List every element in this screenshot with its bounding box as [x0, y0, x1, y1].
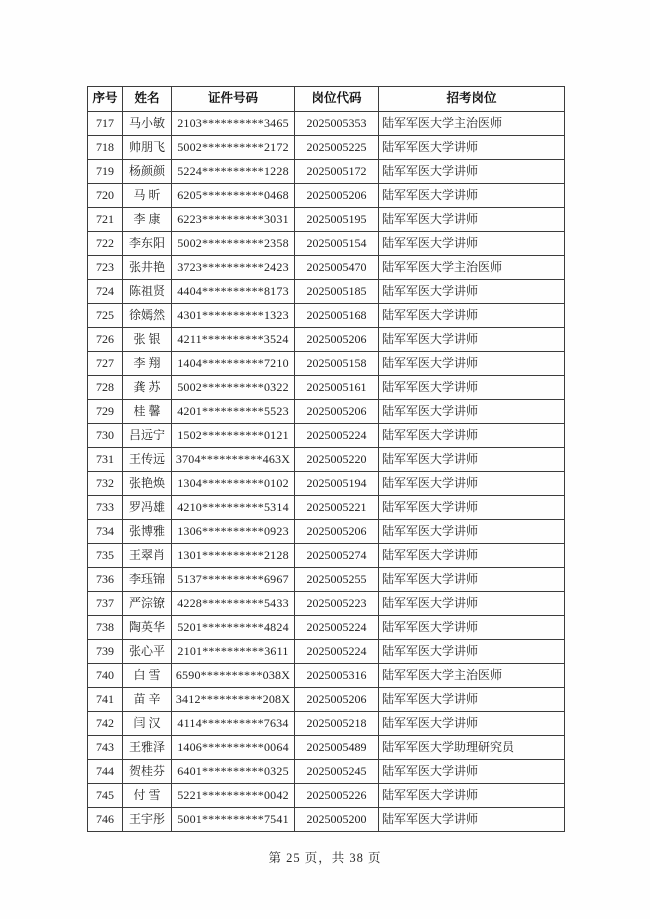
table-row [88, 760, 565, 784]
table-row [88, 328, 565, 352]
cell-name: 李 康 [123, 208, 172, 232]
cell-index: 735 [88, 544, 123, 568]
cell-position-code: 2025005206 [295, 688, 379, 712]
cell-name: 龚 苏 [123, 376, 172, 400]
cell-position: 陆军军医大学讲师 [379, 592, 565, 616]
cell-index: 726 [88, 328, 123, 352]
cell-position: 陆军军医大学讲师 [379, 472, 565, 496]
cell-id-number: 3704**********463X [172, 448, 295, 472]
cell-id-number: 2103**********3465 [172, 112, 295, 136]
cell-name: 陈祖贤 [123, 280, 172, 304]
cell-index: 740 [88, 664, 123, 688]
table-row [88, 448, 565, 472]
page-number: 第 25 页，共 38 页 [268, 851, 382, 865]
cell-name: 张 银 [123, 328, 172, 352]
col-header-id-number: 证件号码 [172, 87, 295, 112]
cell-index: 721 [88, 208, 123, 232]
table-row [88, 232, 565, 256]
cell-id-number: 3412**********208X [172, 688, 295, 712]
cell-position-code: 2025005316 [295, 664, 379, 688]
cell-index: 729 [88, 400, 123, 424]
cell-name: 闫 汉 [123, 712, 172, 736]
cell-position-code: 2025005206 [295, 184, 379, 208]
cell-name: 马小敏 [123, 112, 172, 136]
cell-name: 王翠肖 [123, 544, 172, 568]
cell-index: 725 [88, 304, 123, 328]
roster-table [87, 86, 565, 832]
cell-position-code: 2025005195 [295, 208, 379, 232]
cell-position-code: 2025005470 [295, 256, 379, 280]
cell-name: 杨颜颜 [123, 160, 172, 184]
cell-id-number: 1404**********7210 [172, 352, 295, 376]
cell-id-number: 4201**********5523 [172, 400, 295, 424]
cell-id-number: 5224**********1228 [172, 160, 295, 184]
cell-position: 陆军军医大学讲师 [379, 712, 565, 736]
cell-index: 741 [88, 688, 123, 712]
cell-position-code: 2025005226 [295, 784, 379, 808]
cell-id-number: 4210**********5314 [172, 496, 295, 520]
cell-name: 李东阳 [123, 232, 172, 256]
table-row [88, 304, 565, 328]
cell-position-code: 2025005172 [295, 160, 379, 184]
cell-id-number: 6205**********0468 [172, 184, 295, 208]
cell-position: 陆军军医大学讲师 [379, 184, 565, 208]
cell-position-code: 2025005220 [295, 448, 379, 472]
cell-id-number: 4228**********5433 [172, 592, 295, 616]
cell-position-code: 2025005158 [295, 352, 379, 376]
cell-position: 陆军军医大学主治医师 [379, 664, 565, 688]
cell-id-number: 5137**********6967 [172, 568, 295, 592]
cell-position-code: 2025005168 [295, 304, 379, 328]
cell-name: 李 翔 [123, 352, 172, 376]
table-row [88, 112, 565, 136]
cell-position-code: 2025005225 [295, 136, 379, 160]
table-row [88, 520, 565, 544]
table-row [88, 544, 565, 568]
cell-index: 722 [88, 232, 123, 256]
cell-index: 731 [88, 448, 123, 472]
cell-name: 张博雅 [123, 520, 172, 544]
cell-name: 罗冯雄 [123, 496, 172, 520]
cell-position: 陆军军医大学讲师 [379, 280, 565, 304]
cell-position: 陆军军医大学讲师 [379, 640, 565, 664]
cell-index: 733 [88, 496, 123, 520]
cell-position: 陆军军医大学讲师 [379, 424, 565, 448]
cell-id-number: 5002**********2172 [172, 136, 295, 160]
table-row [88, 712, 565, 736]
cell-position: 陆军军医大学讲师 [379, 520, 565, 544]
table-row [88, 472, 565, 496]
table-row [88, 280, 565, 304]
cell-position-code: 2025005221 [295, 496, 379, 520]
cell-position-code: 2025005154 [295, 232, 379, 256]
table-row [88, 136, 565, 160]
cell-position: 陆军军医大学讲师 [379, 376, 565, 400]
cell-id-number: 3723**********2423 [172, 256, 295, 280]
cell-index: 745 [88, 784, 123, 808]
cell-position: 陆军军医大学讲师 [379, 208, 565, 232]
cell-position-code: 2025005224 [295, 616, 379, 640]
col-header-name: 姓名 [123, 87, 172, 112]
cell-id-number: 5001**********7541 [172, 808, 295, 832]
cell-position: 陆军军医大学讲师 [379, 232, 565, 256]
cell-index: 738 [88, 616, 123, 640]
table-row [88, 736, 565, 760]
cell-id-number: 4301**********1323 [172, 304, 295, 328]
table-row [88, 664, 565, 688]
cell-position-code: 2025005274 [295, 544, 379, 568]
cell-name: 张心平 [123, 640, 172, 664]
cell-position: 陆军军医大学讲师 [379, 304, 565, 328]
cell-position: 陆军军医大学讲师 [379, 784, 565, 808]
table-row [88, 376, 565, 400]
cell-index: 717 [88, 112, 123, 136]
cell-index: 739 [88, 640, 123, 664]
cell-position: 陆军军医大学讲师 [379, 352, 565, 376]
cell-id-number: 4211**********3524 [172, 328, 295, 352]
table-row [88, 784, 565, 808]
cell-position-code: 2025005224 [295, 424, 379, 448]
cell-position: 陆军军医大学讲师 [379, 808, 565, 832]
table-row [88, 496, 565, 520]
table-row [88, 640, 565, 664]
cell-index: 724 [88, 280, 123, 304]
cell-id-number: 5221**********0042 [172, 784, 295, 808]
header-row [88, 87, 565, 112]
cell-position: 陆军军医大学讲师 [379, 400, 565, 424]
cell-index: 734 [88, 520, 123, 544]
cell-name: 张井艳 [123, 256, 172, 280]
cell-index: 742 [88, 712, 123, 736]
cell-id-number: 5201**********4824 [172, 616, 295, 640]
cell-name: 苗 辛 [123, 688, 172, 712]
cell-index: 736 [88, 568, 123, 592]
cell-position: 陆军军医大学讲师 [379, 616, 565, 640]
cell-index: 728 [88, 376, 123, 400]
cell-name: 张艳焕 [123, 472, 172, 496]
cell-name: 吕远宁 [123, 424, 172, 448]
table-row [88, 688, 565, 712]
cell-position-code: 2025005206 [295, 400, 379, 424]
table-row [88, 592, 565, 616]
cell-position: 陆军军医大学讲师 [379, 136, 565, 160]
table-row [88, 208, 565, 232]
cell-index: 732 [88, 472, 123, 496]
cell-id-number: 6590**********038X [172, 664, 295, 688]
cell-position-code: 2025005255 [295, 568, 379, 592]
cell-name: 付 雪 [123, 784, 172, 808]
table-row [88, 616, 565, 640]
cell-index: 744 [88, 760, 123, 784]
cell-index: 737 [88, 592, 123, 616]
cell-index: 743 [88, 736, 123, 760]
col-header-position-code: 岗位代码 [295, 87, 379, 112]
cell-id-number: 1502**********0121 [172, 424, 295, 448]
cell-name: 徐嫣然 [123, 304, 172, 328]
cell-name: 王传远 [123, 448, 172, 472]
cell-position-code: 2025005489 [295, 736, 379, 760]
cell-position: 陆军军医大学助理研究员 [379, 736, 565, 760]
cell-id-number: 5002**********0322 [172, 376, 295, 400]
cell-index: 718 [88, 136, 123, 160]
cell-index: 727 [88, 352, 123, 376]
cell-position: 陆军军医大学讲师 [379, 328, 565, 352]
cell-name: 严淙镣 [123, 592, 172, 616]
cell-position: 陆军军医大学主治医师 [379, 112, 565, 136]
cell-position-code: 2025005218 [295, 712, 379, 736]
cell-index: 723 [88, 256, 123, 280]
cell-position-code: 2025005224 [295, 640, 379, 664]
cell-id-number: 6401**********0325 [172, 760, 295, 784]
roster-table-body [88, 112, 565, 832]
cell-position-code: 2025005185 [295, 280, 379, 304]
cell-index: 730 [88, 424, 123, 448]
cell-position-code: 2025005245 [295, 760, 379, 784]
cell-name: 王宇彤 [123, 808, 172, 832]
cell-name: 帅朋飞 [123, 136, 172, 160]
cell-name: 李珏锦 [123, 568, 172, 592]
cell-position-code: 2025005200 [295, 808, 379, 832]
cell-position: 陆军军医大学讲师 [379, 568, 565, 592]
cell-position-code: 2025005206 [295, 328, 379, 352]
table-row [88, 184, 565, 208]
cell-id-number: 4404**********8173 [172, 280, 295, 304]
table-row [88, 160, 565, 184]
cell-id-number: 5002**********2358 [172, 232, 295, 256]
cell-position-code: 2025005194 [295, 472, 379, 496]
table-row [88, 256, 565, 280]
col-header-index: 序号 [88, 87, 123, 112]
table-row [88, 808, 565, 832]
cell-position: 陆军军医大学讲师 [379, 448, 565, 472]
cell-position: 陆军军医大学讲师 [379, 544, 565, 568]
cell-id-number: 1301**********2128 [172, 544, 295, 568]
cell-id-number: 4114**********7634 [172, 712, 295, 736]
cell-name: 陶英华 [123, 616, 172, 640]
table-row [88, 424, 565, 448]
table-row [88, 352, 565, 376]
cell-position-code: 2025005223 [295, 592, 379, 616]
cell-id-number: 1304**********0102 [172, 472, 295, 496]
cell-position-code: 2025005161 [295, 376, 379, 400]
cell-id-number: 1406**********0064 [172, 736, 295, 760]
cell-index: 746 [88, 808, 123, 832]
col-header-position: 招考岗位 [379, 87, 565, 112]
cell-id-number: 6223**********3031 [172, 208, 295, 232]
table-row [88, 568, 565, 592]
cell-name: 白 雪 [123, 664, 172, 688]
cell-position-code: 2025005206 [295, 520, 379, 544]
cell-index: 719 [88, 160, 123, 184]
cell-position-code: 2025005353 [295, 112, 379, 136]
cell-name: 桂 馨 [123, 400, 172, 424]
cell-position: 陆军军医大学主治医师 [379, 256, 565, 280]
cell-id-number: 1306**********0923 [172, 520, 295, 544]
cell-name: 贺桂芬 [123, 760, 172, 784]
table-row [88, 400, 565, 424]
cell-index: 720 [88, 184, 123, 208]
cell-position: 陆军军医大学讲师 [379, 496, 565, 520]
cell-position: 陆军军医大学讲师 [379, 760, 565, 784]
cell-name: 王雅泽 [123, 736, 172, 760]
roster-table-header [88, 87, 565, 112]
cell-position: 陆军军医大学讲师 [379, 160, 565, 184]
cell-name: 马 昕 [123, 184, 172, 208]
cell-position: 陆军军医大学讲师 [379, 688, 565, 712]
cell-id-number: 2101**********3611 [172, 640, 295, 664]
